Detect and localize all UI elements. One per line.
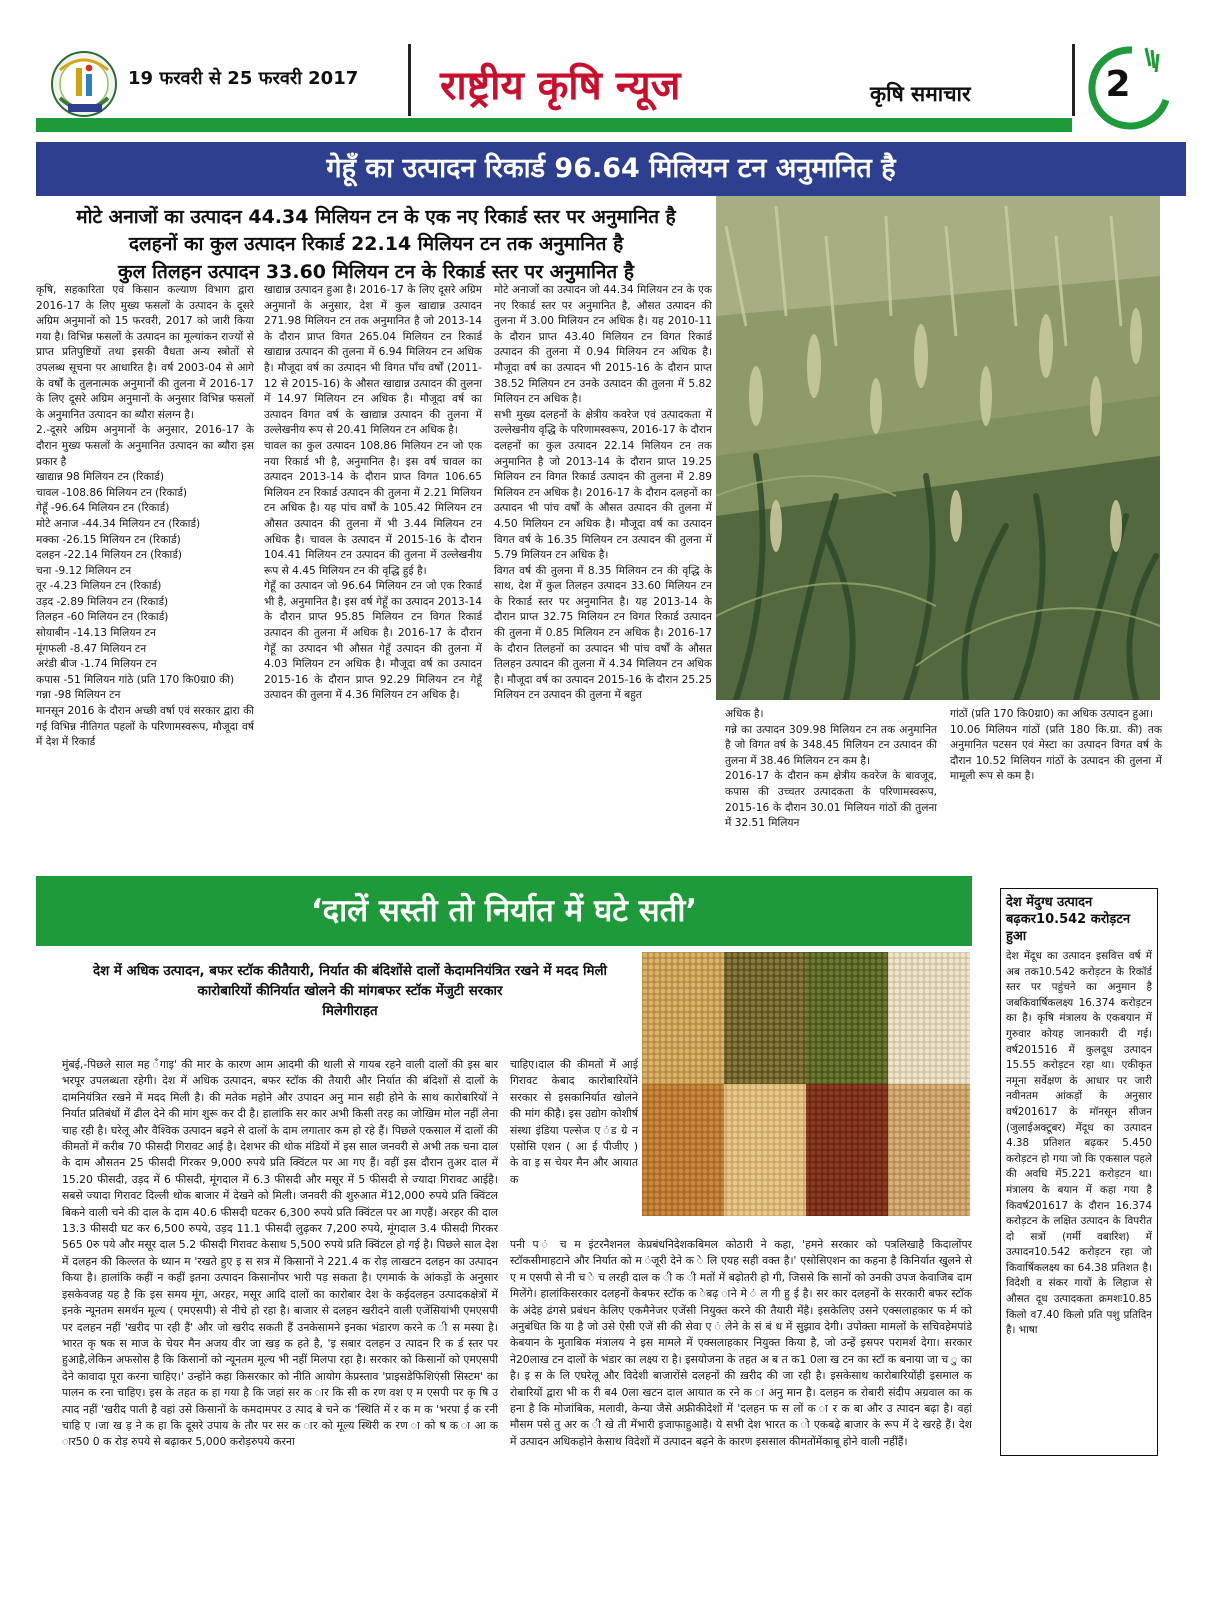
- section-label: कृषि समाचार: [870, 82, 971, 106]
- story2-body-wide: पनी प ं च म इंटरनैशनल केप्रबंधनिदेशकबिमल कोठारी ने कहा, 'हमने सरकार को पत्रलिखाहै किदालोंपर स्टॉकसीमाहटाने और निर्यात को म ंजूरी देने क े लि एयह सही वक्त है।' एसोसिएशन का कहना है किनिर्यात खुलने से ए म एसपी से नी च े च लरही दाल क ी क ी मतों में बढ़ोतरी हो गी, जिससे कि सानों को उनकी उपज केवाजिब दाम मिलेंगे। हालांकिसरकार दलहनों केबफर स्टॉक क ेबढ़ ाने मे ं ल गी हु ई है। सर कार दलहनों के सरकारी बफर स्टॉक के अंदेह ढंगसे प्रबंधन केलिए एकमैनेजर एजेंसी नियुक्त करने की तैयारी मेंहै। इसकेलिए उसने एक्सलाहकार फ र्म को अनुबंधित कि या है जो उसे ऐसी एजें सी की सेवा ए ं लेने के सं बं ध में सुझाव देगी। उपोक्ता मामलों के सचिवहेमपांडे केबयान के मुताबिक मंत्रालय ने इस मामले में एक्सलाहकार नियुक्त किया है, जो उन्हें इसपर परामर्श देगा। सरकार ने20लाख टन दालों के भंडार का लक्ष्य रा है। इसयोजना के तहत अ ब त क1 0ला ख टन का स्टॉ क बनाया जा च ु का है। इ स के लि एघरेलू और विदेशी बाजारोंसे दलहनों की ख़रीद की जा रही है। इसकेसाथ कारोबारियोंही इसमाल क रोबारियों द्वारा भी क री ब4 0ला खटन दाल आयात क रने क ा अनु मान है। दलहन क रोबारी संदीप अग्रवाल का क हना है कि मोजांबिक, मलावी, केन्या जैसे अफ्रीकीदेशों में 'दलहन फ स लों क ा र क बा और उ त्पादन बढ़ा है। वहां मौसम पसे तु अर क ी खे ती मेंभारी इजाफाहुआहै। ये सभी देश भारत क ो एकबढ़े बाजार के रूप में दे खरहे हैं। देश में उत्पादन अधिकहोने केसाथ विदेशों में उत्पादन बढ़ने के कारण इससाल कीमतोंमेंकाबू होने वाली नहींहैं।: [510, 1238, 972, 1448]
- sidebar-milk-story: [1000, 888, 1158, 1456]
- story-subhead-2: दलहनों का कुल उत्पादन रिकार्ड 22.14 मिलियन टन तक अनुमानित है: [128, 233, 624, 255]
- issue-date: 19 फरवरी से 25 फरवरी 2017: [128, 68, 359, 89]
- story-headline: गेहूँ का उत्पादन रिकार्ड 96.64 मिलियन टन अनुमानित है: [326, 153, 896, 184]
- story-body-column-3: मोटे अनाजों का उत्पादन जो 44.34 मिलियन टन के एक नए रिकार्ड स्तर पर अनुमानित है, औसत उत्पादन की तुलना में 3.00 मिलियन टन अधिक है। यह 2010-11 के दौरान प्राप्त 43.40 मिलियन टन विगत रिकार्ड उत्पादन की तुलना में 0.94 मिलियन टन अधिक है। मौजूदा वर्ष का उत्पादन भी 2015-16 के दौरान प्राप्त 38.52 मिलियन टन उनके उत्पादन की तुलना में 5.82 मिलियन टन अधिक है। सभी मुख्य दलहनों के क्षेत्रीय कवरेज एवं उत्पादकता में उल्लेखनीय वृद्धि के परिणामस्वरूप, 2016-17 के दौरान दलहनों का कुल उत्पादन 22.14 मिलियन टन तक अनुमानित है जो 2013-14 के दौरान प्राप्त 19.25 मिलियन टन विगत रिकार्ड उत्पादन की तुलना में 2.89 मिलियन टन अधिक है। 2016-17 के दौरान दलहनों का उत्पादन भी पांच वर्षों के औसत उत्पादन की तुलना में 4.50 मिलियन टन अधिक है। मौजूदा वर्ष का उत्पादन विगत वर्ष के 16.35 मिलियन टन उत्पादन की तुलना में 5.79 मिलियन टन अधिक है। विगत वर्ष की तुलना में 8.35 मिलियन टन की वृद्धि के साथ, देश में कुल तिलहन उत्पादन 33.60 मिलियन टन के रिकार्ड स्तर पर अनुमानित है। यह 2013-14 के दौरान प्राप्त 32.75 मिलियन टन विगत रिकार्ड उत्पादन की तुलना में 0.85 मिलियन टन अधिक है। 2016-17 के दौरान तिलहनों का उत्पादन भी पांच वर्षों के औसत तिलहन उत्पादन की तुलना में 4.34 मिलियन टन अधिक है। मौजूदा वर्ष का उत्पादन 2015-16 के दौरान 25.25 मिलियन टन उत्पादन की तुलना में बहुत: [494, 284, 712, 702]
- story2-body-narrow: चाहिए।दाल की कीमतों में आई गिरावट केबाद कारोबारियोंने सरकार से इसकानिर्यात खोलने की मांग कीहै। इस उद्योग कोशीर्ष संस्था इंडिया पल्सेज ए ंड ग्रे न एसोसि एशन ( आ ई पीजीए ) के वा इ स चेयर मैन और आयात क: [510, 1058, 638, 1186]
- sidebar-headline: देश मेंदुग्ध उत्पादन बढ़कर10.542 करोड़टन हुआ: [1006, 895, 1131, 944]
- story-body-column-2: खाद्यान्न उत्पादन हुआ है। 2016-17 के लिए दूसरे अग्रिम अनुमानों के अनुसार, देश में कुल खाद्यान्न उत्पादन 271.98 मिलियन टन तक अनुमानित है जो 2013-14 के दौरान प्राप्त विगत 265.04 मिलियन टन रिकार्ड खाद्यान्न उत्पादन की तुलना में 6.94 मिलियन टन अधिक है। मौजूदा वर्ष का उत्पादन भी विगत पाँच वर्षों (2011-12 से 2015-16) के औसत खाद्यान्न उत्पादन की तुलना में 14.97 मिलियन टन अधिक है। मौजूदा वर्ष का उत्पादन विगत वर्ष के खाद्यान्न उत्पादन की तुलना में उल्लेखनीय रूप से 20.41 मिलियन टन अधिक है। चावल का कुल उत्पादन 108.86 मिलियन टन जो एक नया रिकार्ड भी है, अनुमानित है। इस वर्ष चावल का उत्पादन 2013-14 के दौरान प्राप्त विगत 106.65 मिलियन टन रिकार्ड उत्पादन की तुलना में 2.21 मिलियन टन अधिक है। यह पांच वर्षों के 105.42 मिलियन टन औसत उत्पादन की तुलना में भी 3.44 मिलियन टन अधिक है। चावल के उत्पादन में 2015-16 के दौरान 104.41 मिलियन टन उत्पादन की तुलना में उल्लेखनीय रूप से 4.45 मिलियन टन की वृद्धि हुई है। गेहूँ का उत्पादन जो 96.64 मिलियन टन जो एक रिकार्ड भी है, अनुमानित है। इस वर्ष गेहूँ का उत्पादन 2013-14 के दौरान प्राप्त 95.85 मिलियन टन विगत रिकार्ड उत्पादन की तुलना में अधिक है। 2016-17 के दौरान गेहूँ का उत्पादन भी औसत गेहूँ उत्पादन की तुलना में 4.03 मिलियन टन अधिक है। मौजूदा वर्ष का उत्पादन 2015-16 के दौरान प्राप्त 92.29 मिलियन टन गेहूँ उत्पादन की तुलना में 4.36 मिलियन टन अधिक है।: [264, 284, 482, 702]
- sidebar-body: देश मेंदूध का उत्पादन इसवित्त वर्ष में अब तक10.542 करोड़टन के रिकॉर्ड स्तर पर पहुंचने का अनुमान है जबकिवार्षिकलक्ष्य 16.374 करोड़टन का है। कृषि मंत्रालय के एकबयान में गुरुवार कोयह जानकारी दी गई। वर्ष201516 में कुलदूध उत्पादन 15.55 करोड़टन रहा था। एकीकृत नमूना सर्वेक्षण के आधार पर जारी नवीनतम आंकड़ों के अनुसार वर्ष201617 के मॉनसून सीजन (जुलाईअक्टूबर) मेंदूध का उत्पादन 4.38 प्रतिशत बढ़कर 5.450 करोड़टन हो गया जो कि एकसाल पहले की अवधि में5.221 करोड़टन था। मंत्रालय के बयान में कहा गया है किवर्ष201617 के दौरान 16.374 करोड़टन के लक्षित उत्पादन के विपरीत दो सत्रों (गर्मी वबारिश) में उत्पादन10.542 करोड़टन रहा जो किवार्षिकलक्ष्य का 64.38 प्रतिशत है। विदेशी व संकर गायों के लिहाज से औसत दूध उत्पादकता क्रमशः10.85 किलो व7.40 किलो प्रति पशु प्रतिदिन है। भाषा: [1006, 950, 1152, 1337]
- newspaper-title: राष्ट्रीय कृषि न्यूज: [440, 63, 681, 109]
- story-subhead-3: कुल तिलहन उत्पादन 33.60 मिलियन टन के रिकार्ड स्तर पर अनुमानित है: [118, 261, 634, 283]
- masthead-divider: [408, 44, 411, 116]
- story2-subhead-2: कारोबारियों कीनिर्यात खोलने की मांगबफर स्टॉक मेंजुटी सरकार: [197, 984, 503, 999]
- story-body-column-1: कृषि, सहकारिता एवं किसान कल्याण विभाग द्वारा 2016-17 के लिए मुख्य फसलों के उत्पादन के दूसरे अग्रिम अनुमानों को 15 फरवरी, 2017 को जारी किया गया है। विभिन्न फसलों के उत्पादन का मूल्यांकन राज्यों से प्राप्त प्रतिपुष्टियों तथा इसकी वैधता अन्य स्त्रोतों से उपलब्ध सूचना पर आधारित है। वर्ष 2003-04 से आगे के वर्षों के तुलनात्मक अनुमानों की तुलना में 2016-17 के लिए दूसरे अग्रिम अनुमानों के अनुसार विभिन्न फसलों के अनुमानित उत्पादन का ब्यौरा संलग्न है। 2.-दूसरे अग्रिम अनुमानों के अनुसार, 2016-17 के दौरान मुख्य फसलों के अनुमानित उत्पादन का ब्यौरा इस प्रकार है खाद्यान्न 98 मिलियन टन (रिकार्ड) चावल -108.86 मिलियन टन (रिकार्ड) गेहूँ -96.64 मिलियन टन (रिकार्ड) मोटे अनाज -44.34 मिलियन टन (रिकार्ड) मक्का -26.15 मिलियन टन (रिकार्ड) दलहन -22.14 मिलियन टन (रिकार्ड) चना -9.12 मिलियन टन तूर -4.23 मिलियन टन (रिकार्ड) उड़द -2.89 मिलियन टन (रिकार्ड) तिलहन -60 मिलियन टन (रिकार्ड) सोयाबीन -14.13 मिलियन टन मूंगफली -8.47 मिलियन टन अरंडी बीज -1.74 मिलियन टन कपास -51 मिलियन गांठे (प्रति 170 कि0ग्रा0 की) गन्ना -98 मिलियन टन मानसून 2016 के दौरान अच्छी वर्षा एवं सरकार द्वारा की गई विभिन्न नीतिगत पहलों के परिणामस्वरूप, मौजूदा वर्ष में देश में रिकार्ड: [36, 284, 254, 749]
- story2-body-main: मुंबई,-पिछले साल मह ँगाइ' की मार के कारण आम आदमी की थाली से गायब रहने वाली दालों की इस बार भरपूर उपलब्धता रहेगी। देश में अधिक उत्पादन, बफर स्टॉक की तैयारी और निर्यात की बंदिशों से दालों के दामनियंत्रित रखने में मदद मिली है। की मतेक महोने और उपादन अनु मान सही होने के साथ कारोबारियों ने निर्यात प्रतिबंधों में ढील देने की मांग शुरू कर दी है। हालांकि सर कार अभी किसी तरह का जोखिम मोल नहीं लेना चाह रही है। घरेलू और वैश्विक उत्पादन बढ़ने से दालों के दाम लगातार कम हो रहे हैं। पिछले एकसाल में दालों की कीमतों में करीब 70 फीसदी गिरावट आई है। देशभर की थोक मंडियों में इस साल जनवरी से अभी तक चना दाल के दाम औसतन 25 फीसदी गिरकर 9,000 रुपये प्रति क्विंटल पर आ गए हैं। वहीं इस दौरान तुअर दाल में 15.20 फीसदी, उड़द में 6 फीसदी, मूंगदाल में 6.3 फीसदी और मसूर में 5 फीसदी से ज्यादा गिरावट आईहै। सबसे ज्यादा गिरावट दिल्ली थोक बाजार में देखने को मिली। जनवरी की शुरुआत में12,000 रुपये प्रति क्विंटल बिकने वाली चने की दाल के दाम 40.6 फीसदी घटकर 6,300 रुपये प्रति क्विंटल पर आ गएहैं। अरहर की दाल 13.3 फीसदी घट कर 6,500 रुपये, उड़द 11.1 फीसदी लुढ़कर 7,200 रुपये, मूंगदाल 3.4 फीसदी गिरकर 565 0रु पये और मसूर दाल 5.2 फीसदी गिरावट केसाथ 5,500 रुपये प्रति क्विंटल हो गई है। पिछले साल देश में दलहन की किल्लत के ध्यान म 'रखते हुए इ स सत्र में किसानों ने 221.4 क रोड़ लाखटन दलहन का उत्पादन किया है। हालांकि कहीं न कहीं इतना उत्पादन किसानोंपर भारी पड़ सकता है। एगमार्क के आंकड़ों के अनुसार इसकेवजह यह है कि इस समय मूंग, अरहर, मसूर आदि दालों का कारोबार देश के कईदलहन उत्पादकक्षेत्रों में इनके न्यूनतम समर्थन मूल्य ( एमएसपी) से नीचे हो रहा है। बाजार से दलहन खरीदने वाली एजेंसियांभी एमएसपी पर दलहन नहीं 'खरीद पा रही हैं' और जो खरीद सकती हैं उनकेसामने इनका भंडारण करने क ी स मस्या है। भारत कृ षक स माज के चेयर मैन अजय वीर जा खड़ क हते है, 'इ सबार दलहन उ त्पादन रि क र्ड स्तर पर हुआहै,लेकिन अफसोस है कि किसानों को न्यूनतम मूल्य भी नहीं मिलपा रहा है। सरकार को किसानों को एमएसपी देने कावादा पूरा करना चाहिए।' उन्होंने कहा किसरकार को नीति आयोग केप्रस्ताव 'प्राइसडेफिशिएंसी सिस्टम' का पालन क रना चाहिए। इस के तहत क हा गया है कि जहां सर क ार कि सी क रण वश ए म एसपी पर कृ षि उ त्पाद नहीं 'खरीद पाती है वहां उसे किसानों के कमदामपर उ त्पाद बे चने क 'स्थिति में र क म क 'भरपा ई क रनी चाहि ए ।जा ख ड़ ने क हा कि दूसरे उपाय के तौर पर सर क ार को मूल्य स्थिरी क रण ा को ष क ा आ क ार50 0 क रोड़ रुपये से बढ़ाकर 5,000 करोड़रुपये करना: [62, 1058, 498, 1449]
- story2-subheads: [60, 962, 640, 1022]
- story-body-column-4: अधिक है। गन्ने का उत्पादन 309.98 मिलियन टन तक अनुमानित है जो विगत वर्ष के 348.45 मिलियन टन उत्पादन की तुलना में 38.46 मिलियन टन कम है। 2016-17 के दौरान कम क्षेत्रीय कवरेज के बावजूद, कपास की उच्चतर उत्पादकता के परिणामस्वरूप, 2015-16 के दौरान 30.01 मिलियन गांठों की तुलना में 32.51 मिलियन: [725, 708, 937, 830]
- wheat-field-photo: [716, 196, 1160, 700]
- pulses-photo: [642, 952, 970, 1216]
- story-body-column-5: गांठों (प्रति 170 कि0ग्रा0) का अधिक उत्पादन हुआ। 10.06 मिलियन गांठों (प्रति 180 कि.ग्रा. की) तक अनुमानित पटसन एवं मेस्टा का उत्पादन विगत वर्ष के दौरान 10.52 मिलियन गांठों के उत्पादन की तुलना में मामूली रूप से कम है।: [950, 708, 1162, 783]
- story-subhead-1: मोटे अनाजों का उत्पादन 44.34 मिलियन टन के एक नए रिकार्ड स्तर पर अनुमानित है: [76, 206, 676, 228]
- story2-banner: [36, 876, 972, 946]
- masthead-green-rule: [36, 118, 1072, 132]
- story2-headline: ‘दालें सस्ती तो निर्यात में घटे सती’: [310, 893, 698, 929]
- story2-subhead-3: मिलेगीराहत: [322, 1004, 378, 1019]
- story-banner: [36, 142, 1186, 196]
- story2-subhead-1: देश में अधिक उत्पादन, बफर स्टॉक कीतैयारी, निर्यात की बंदिशोंसे दालों केदामनियंत्रित रखने में मदद मिली: [92, 964, 608, 979]
- page-number: 2: [1105, 64, 1131, 105]
- emblem-logo-icon: [46, 46, 124, 120]
- masthead-divider-right: [1072, 44, 1075, 116]
